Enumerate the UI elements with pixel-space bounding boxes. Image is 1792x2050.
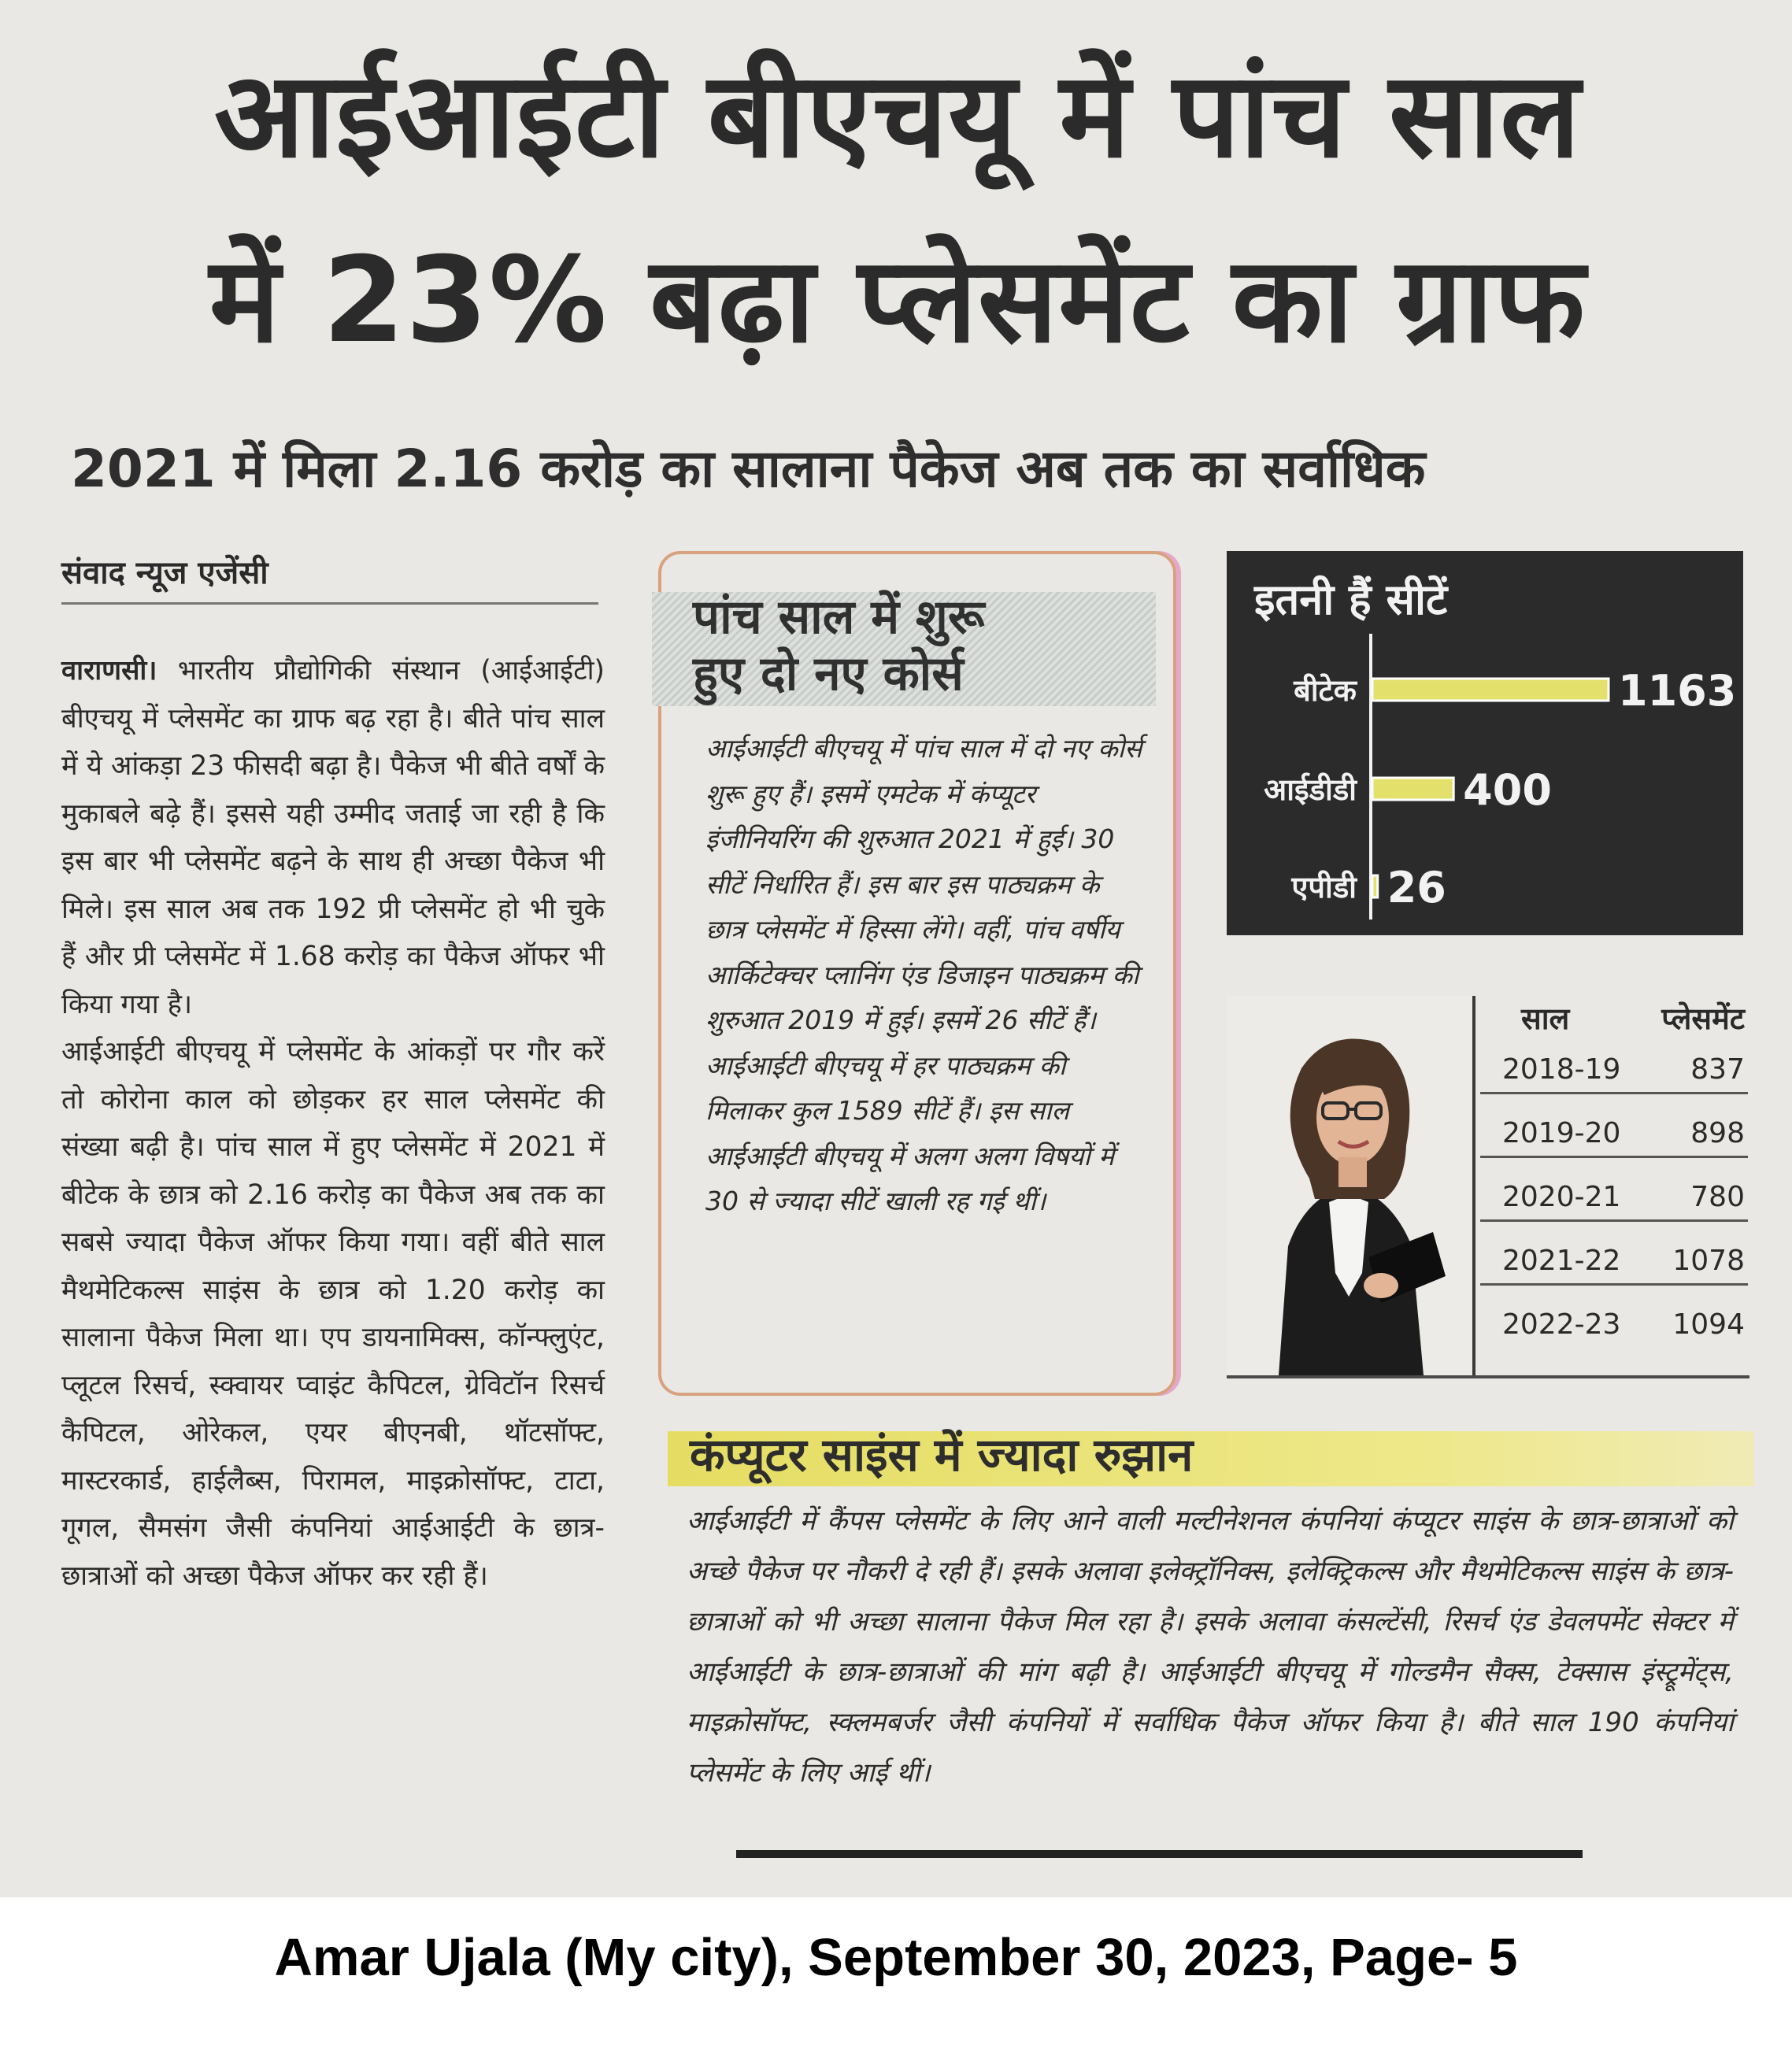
new-courses-text: आईआईटी बीएचयू में पांच साल में दो नए कोर्स शुरू हुए हैं। इसमें एमटेक में कंप्यूटर इंजीनियरिंग की शुरुआत 2021 में हुई। 30 सीटें निर्धारित हैं। इस बार इस पाठ्यक्रम के छात्र प्लेसमेंट में हिस्सा लेंगे। वहीं, पांच वर्षीय आर्किटेक्चर प्लानिंग एंड डिजाइन पाठ्यक्रम की शुरुआत 2019 में हुई। इसमें 26 सीटें हैं। आईआईटी बीएचयू में हर पाठ्यक्रम की मिलाकर कुल 1589 सीटें हैं। इस साल आईआईटी बीएचयू में अलग अलग विषयों में 30 से ज्यादा सीटें खाली रह गई थीं। [705,733,1142,1216]
seats-chart [1227,551,1743,935]
placement-header-count: प्लेसमेंट [1661,1001,1745,1036]
main-article [61,647,605,1600]
placement-year: 2020-21 [1502,1181,1621,1213]
placement-header-year: साल [1521,1001,1570,1036]
headline-line-2: में 23% बढ़ा प्लेसमेंट का ग्राफ [209,232,1587,369]
placement-count: 898 [1690,1117,1745,1149]
seats-chart-title: इतनी हैं सीटें [1254,575,1448,624]
new-courses-title-line-1: पांच साल में शुरू [693,590,985,645]
placement-count: 1094 [1672,1308,1745,1341]
dateline: वाराणसी। [61,655,157,686]
placement-year: 2019-20 [1502,1117,1621,1149]
cs-section-title: कंप्यूटर साइंस में ज्यादा रुझान [690,1428,1194,1482]
byline-divider [61,602,598,605]
placement-row [1480,1292,1748,1347]
seats-value-label: 400 [1463,765,1552,815]
article-paragraph-2: आईआईटी बीएचयू में प्लेसमेंट के आंकड़ों पर गौर करें तो कोरोना काल को छोड़कर हर साल प्लेसमेंट की संख्या बढ़ी है। पांच साल में हुए प्लेसमेंट में 2021 में बीटेक के छात्र को 2.16 करोड़ का पैकेज अब तक का सबसे ज्यादा पैकेज ऑफर किया गया। वहीं बीते साल मैथमेटिकल्स साइंस के छात्र को 1.20 करोड़ का सालाना पैकेज मिला था। एप डायनामिक्स, कॉन्फ्लुएंट, प्लूटल रिसर्च, स्क्वायर प्वाइंट कैपिटल, ग्रेविटॉन रिसर्च कैपिटल, ओरेकल, एयर बीएनबी, थॉटसॉफ्ट, मास्टरकार्ड, हाईलैब्स, पिरामल, माइक्रोसॉफ्ट, टाटा, गूगल, सैमसंग जैसी कंपनियां आईआईटी के छात्र-छात्राओं को अच्छा पैकेज ऑफर कर रही हैं। [61,1036,605,1592]
seats-value-label: 26 [1387,863,1446,912]
article-paragraph-1-text: भारतीय प्रौद्योगिकी संस्थान (आईआईटी) बीएचयू में प्लेसमेंट का ग्राफ बढ़ रहा है। बीते पांच साल में ये आंकड़ा 23 फीसदी बढ़ा है। पैकेज भी बीते वर्षों के मुकाबले बढ़े हैं। इससे यही उम्मीद जताई जा रही है कि इस बार भी प्लेसमेंट बढ़ने के साथ ही अच्छा पैकेज भी मिले। इस साल अब तक 192 प्री प्लेसमेंट हो भी चुके हैं और प्री प्लेसमेंट में 1.68 करोड़ का पैकेज ऑफर भी किया गया है। [61,655,605,1020]
seats-bar [1372,875,1378,897]
placement-table [1472,996,1751,1375]
seats-bar [1372,679,1609,701]
placement-row [1480,1164,1748,1222]
placement-count: 1078 [1672,1245,1745,1277]
seats-bar [1372,778,1453,800]
new-courses-title [693,589,1165,702]
byline: संवाद न्यूज एजेंसी [61,555,268,591]
seats-category-label: बीटेक [1294,673,1357,708]
seats-category-label: आईडीडी [1264,772,1357,807]
placement-count: 837 [1690,1053,1745,1086]
article-paragraph-1 [61,647,605,1028]
placement-count: 780 [1690,1181,1745,1213]
placement-row [1480,1228,1748,1286]
placement-panel [1227,996,1749,1378]
cs-section-text: आईआईटी में कैंपस प्लेसमेंट के लिए आने वाली मल्टीनेशनल कंपनियां कंप्यूटर साइंस के छात्र-छात्राओं को अच्छे पैकेज पर नौकरी दे रही हैं। इसके अलावा इलेक्ट्रॉनिक्स, इलेक्ट्रिकल्स और मैथमेटिकल्स साइंस के छात्र-छात्राओं को भी अच्छा सालाना पैकेज मिल रहा है। इसके अलावा कंसल्टेंसी, रिसर्च एंड डेवलपमेंट सेक्टर में आईआईटी के छात्र-छात्राओं की मांग बढ़ी है। आईआईटी बीएचयू में गोल्डमैन सैक्स, टेक्सास इंस्ट्रूमेंट्स, माइक्रोसॉफ्ट, स्क्लमबर्जर जैसी कंपनियों में सर्वाधिक पैकेज ऑफर किया है। बीते साल 190 कंपनियां प्लेसमेंट के लिए आई थीं। [687,1505,1734,1789]
seats-chart-plot [1227,551,1743,935]
student-photo [1227,996,1472,1375]
source-caption: Amar Ujala (My city), September 30, 2023, Page- 5 [274,1928,1518,1987]
placement-year: 2021-22 [1502,1245,1621,1277]
subheadline: 2021 में मिला 2.16 करोड़ का सालाना पैकेज अब तक का सर्वाधिक [71,438,1426,499]
placement-year: 2022-23 [1502,1308,1621,1341]
placement-row [1480,1101,1748,1158]
seats-value-label: 1163 [1618,666,1737,716]
cs-section-divider [736,1850,1583,1858]
headline-line-1: आईआईटी बीएचयू में पांच साल [214,47,1581,184]
placement-year: 2018-19 [1502,1053,1621,1086]
new-courses-title-line-2: हुए दो नए कोर्स [693,646,964,701]
seats-category-label: एपीडी [1291,870,1357,905]
placement-row [1480,1037,1748,1094]
